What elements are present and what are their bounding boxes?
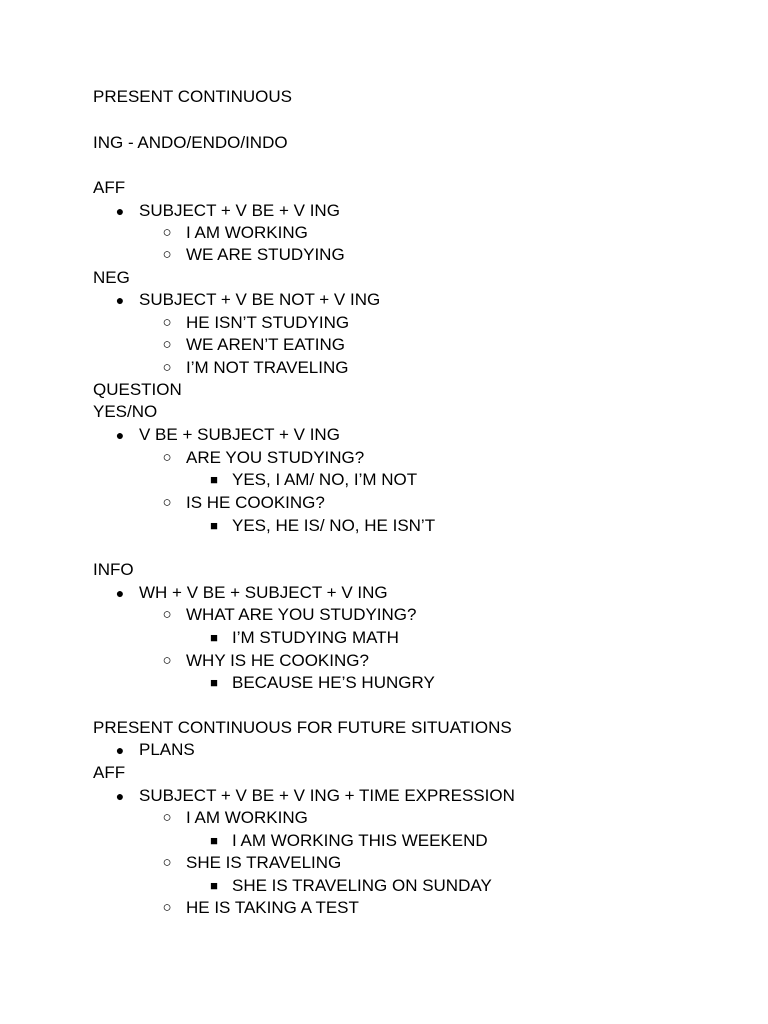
list-item-text: ARE YOU STUDYING? (186, 448, 365, 467)
section-heading-text: PRESENT CONTINUOUS FOR FUTURE SITUATIONS (93, 718, 512, 737)
square-bullet-icon: ■ (210, 472, 218, 487)
hollow-circle-bullet-icon: ○ (162, 494, 172, 511)
list-item-text: BECAUSE HE’S HUNGRY (232, 673, 435, 692)
filled-circle-bullet-icon: ● (115, 788, 125, 804)
section-heading-text: QUESTION (93, 380, 182, 399)
hollow-circle-bullet-icon: ○ (162, 606, 172, 623)
square-bullet-icon: ■ (210, 833, 218, 848)
hollow-circle-bullet-icon: ○ (162, 246, 172, 263)
list-item-text: YES, I AM/ NO, I’M NOT (232, 470, 418, 489)
list-item-text: SHE IS TRAVELING (186, 853, 342, 872)
list-item-text: YES, HE IS/ NO, HE ISN’T (232, 516, 436, 535)
list-item-text: V BE + SUBJECT + V ING (139, 425, 340, 444)
list-item-text: WHY IS HE COOKING? (186, 651, 369, 670)
hollow-circle-bullet-icon: ○ (162, 809, 172, 826)
section-heading-text: AFF (93, 178, 126, 197)
list-item-text: WE AREN’T EATING (186, 335, 346, 354)
section-heading-text: INFO (93, 560, 134, 579)
hollow-circle-bullet-icon: ○ (162, 449, 172, 466)
filled-circle-bullet-icon: ● (115, 292, 125, 308)
filled-circle-bullet-icon: ● (115, 203, 125, 219)
section-heading-text: NEG (93, 268, 130, 287)
list-item-text: WHAT ARE YOU STUDYING? (186, 605, 417, 624)
list-item-text: I’M STUDYING MATH (232, 628, 399, 647)
hollow-circle-bullet-icon: ○ (162, 652, 172, 669)
list-item-text: WE ARE STUDYING (186, 245, 345, 264)
list-item-text: I AM WORKING (186, 808, 308, 827)
list-item-text: SUBJECT + V BE + V ING + TIME EXPRESSION (139, 786, 515, 805)
list-item-text: HE ISN’T STUDYING (186, 313, 350, 332)
filled-circle-bullet-icon: ● (115, 427, 125, 443)
hollow-circle-bullet-icon: ○ (162, 359, 172, 376)
hollow-circle-bullet-icon: ○ (162, 899, 172, 916)
heading-text: PRESENT CONTINUOUS (93, 87, 292, 106)
section-subheading-text: YES/NO (93, 402, 158, 421)
list-item-text: HE IS TAKING A TEST (186, 898, 359, 917)
hollow-circle-bullet-icon: ○ (162, 336, 172, 353)
square-bullet-icon: ■ (210, 630, 218, 645)
list-item-text: I AM WORKING (186, 223, 308, 242)
section-heading-text: AFF (93, 763, 126, 782)
hollow-circle-bullet-icon: ○ (162, 224, 172, 241)
list-item-text: IS HE COOKING? (186, 493, 325, 512)
hollow-circle-bullet-icon: ○ (162, 854, 172, 871)
square-bullet-icon: ■ (210, 518, 218, 533)
list-item-text: WH + V BE + SUBJECT + V ING (139, 583, 388, 602)
hollow-circle-bullet-icon: ○ (162, 314, 172, 331)
list-item-text: SUBJECT + V BE NOT + V ING (139, 290, 381, 309)
list-item-text: I’M NOT TRAVELING (186, 358, 349, 377)
square-bullet-icon: ■ (210, 878, 218, 893)
filled-circle-bullet-icon: ● (115, 742, 125, 758)
list-item-text: PLANS (139, 740, 195, 759)
list-item-text: SHE IS TRAVELING ON SUNDAY (232, 876, 492, 895)
filled-circle-bullet-icon: ● (115, 585, 125, 601)
square-bullet-icon: ■ (210, 675, 218, 690)
list-item-text: SUBJECT + V BE + V ING (139, 201, 340, 220)
list-item-text: I AM WORKING THIS WEEKEND (232, 831, 488, 850)
line-text: ING - ANDO/ENDO/INDO (93, 133, 288, 152)
